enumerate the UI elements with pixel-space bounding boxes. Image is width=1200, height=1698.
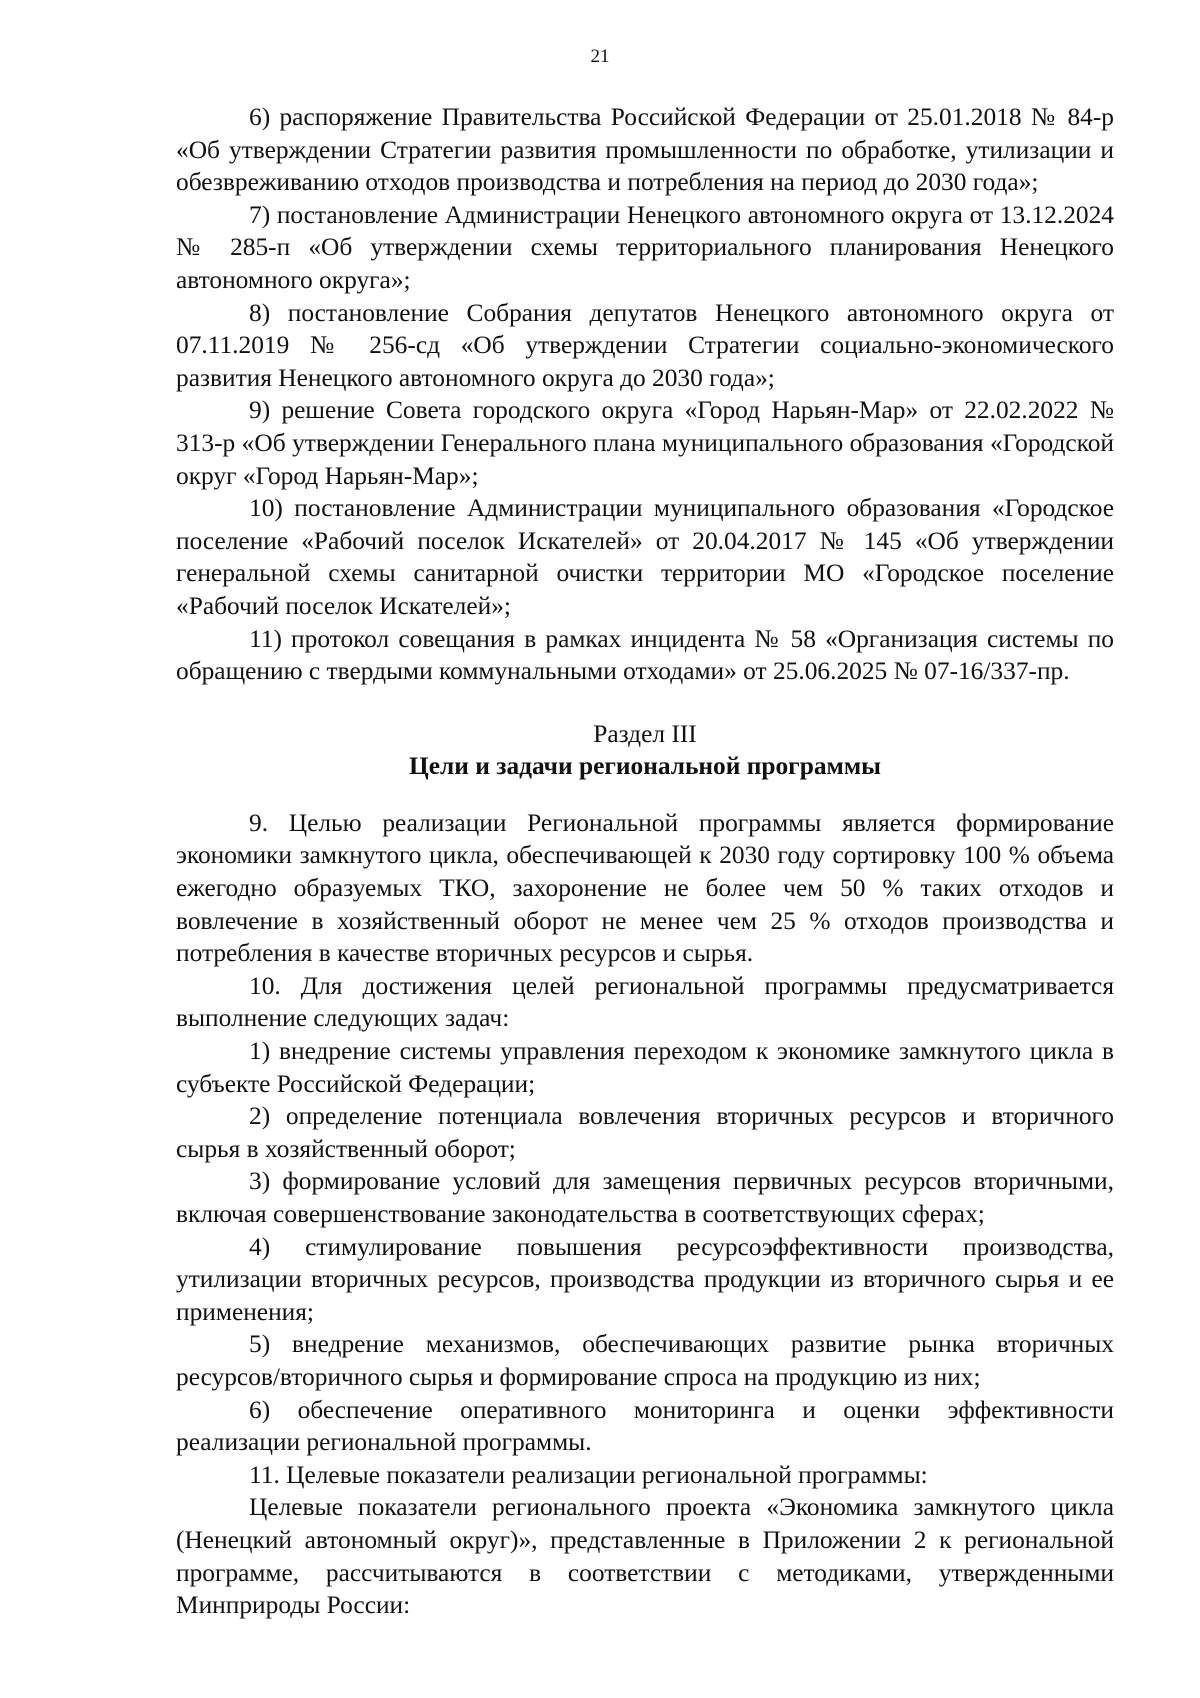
list-item: 8) постановление Собрания депутатов Ненецкого автономного округа от 07.11.2019 № 256-сд «Об утверждении Стратегии социально-экономического развития Ненецкого автономного округа до 2030 года»; xyxy=(176,298,1114,392)
document-body xyxy=(176,101,1114,1622)
section-title: Цели и задачи региональной программы xyxy=(409,752,881,781)
list-item: 3) формирование условий для замещения первичных ресурсов вторичными, включая совершенствование законодательства в соответствующих сферах; xyxy=(176,1167,1114,1228)
section-label: Раздел III xyxy=(593,719,697,748)
list-item: 7) постановление Администрации Ненецкого автономного округа от 13.12.2024 № 285-п «Об утверждении схемы территориального планирования Ненецкого автономного округа»; xyxy=(176,200,1114,294)
spacer xyxy=(176,688,1114,718)
list-item: 10) постановление Администрации муниципального образования «Городское поселение «Рабочий поселок Искателей» от 20.04.2017 № 145 «Об утверждении генеральной схемы санитарной очистки территории МО «Городское поселение «Рабочий поселок Искателей»; xyxy=(176,494,1114,620)
paragraph: 9. Целью реализации Региональной программы является формирование экономики замкнутого цикла, обеспечивающей к 2030 году сортировку 100 % объема ежегодно образуемых ТКО, захоронение не более чем 50 % таких отходов и вовлечение в хозяйственный оборот не менее чем 25 % отходов производства и потребления в качестве вторичных ресурсов и сырья. xyxy=(176,808,1114,968)
spacer xyxy=(176,783,1114,807)
list-item: 11) протокол совещания в рамках инцидента № 58 «Организация системы по обращению с твердыми коммунальными отходами» от 25.06.2025 № 07-16/337-пр. xyxy=(176,624,1114,686)
list-item: 9) решение Совета городского округа «Город Нарьян-Мар» от 22.02.2022 № 313-р «Об утверждении Генерального плана муниципального образования «Городской округ «Город Нарьян-Мар»; xyxy=(176,396,1114,490)
page-number: 21 xyxy=(590,46,610,67)
list-item: 2) определение потенциала вовлечения вторичных ресурсов и вторичного сырья в хозяйственный оборот; xyxy=(176,1102,1114,1163)
paragraph: 11. Целевые показатели реализации региональной программы: xyxy=(249,1460,928,1489)
list-item: 6) распоряжение Правительства Российской Федерации от 25.01.2018 № 84-р «Об утверждении Стратегии развития промышленности по обработке, утилизации и обезвреживанию отходов производства и потребления на период до 2030 года»; xyxy=(176,103,1114,197)
list-item: 5) внедрение механизмов, обеспечивающих развитие рынка вторичных ресурсов/вторичного сырья и формирование спроса на продукцию из них; xyxy=(176,1330,1114,1391)
list-item: 4) стимулирование повышения ресурсоэффективности производства, утилизации вторичных ресурсов, производства продукции из вторичного сырья и ее применения; xyxy=(176,1232,1114,1326)
list-item: 6) обеспечение оперативного мониторинга и оценки эффективности реализации региональной программы. xyxy=(176,1395,1114,1457)
list-item: 1) внедрение системы управления переходом к экономике замкнутого цикла в субъекте Российской Федерации; xyxy=(176,1037,1114,1098)
paragraph: 10. Для достижения целей региональной программы предусматривается выполнение следующих задач: xyxy=(176,971,1114,1033)
paragraph: Целевые показатели регионального проекта «Экономика замкнутого цикла (Ненецкий автономный округ)», представленные в Приложении 2 к региональной программе, рассчитываются в соответствии с методиками, утвержденными Минприроды России: xyxy=(176,1493,1114,1620)
